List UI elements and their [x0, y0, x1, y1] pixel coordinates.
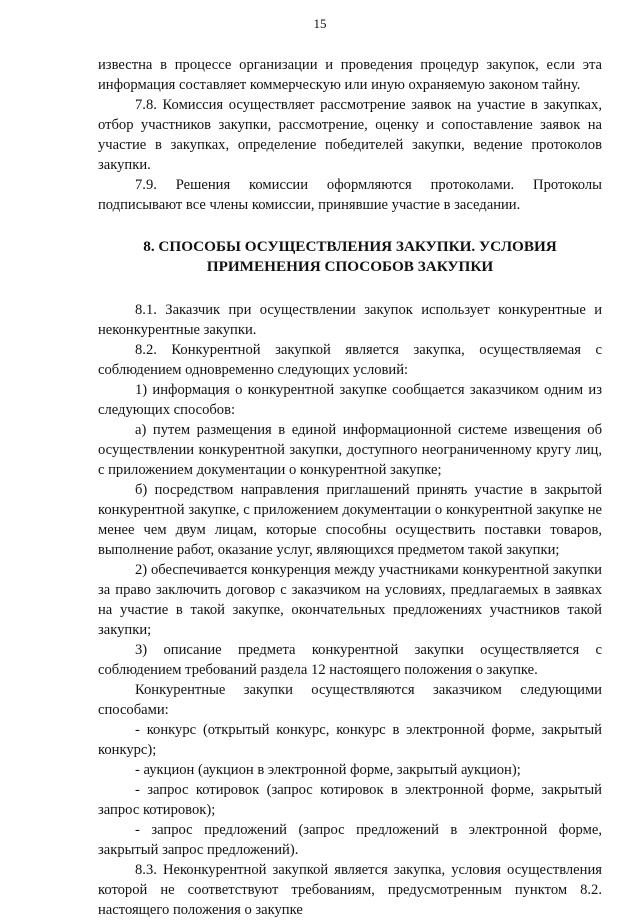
- paragraph-methods-intro: Конкурентные закупки осуществляются заказчиком следующими способами:: [98, 682, 602, 718]
- paragraph-8-3: 8.3. Неконкурентной закупкой является закупка, условия осуществления которой не соответствуют требованиям, предусмотренным пунктом 8.2. настоящего положения о закупке: [98, 862, 602, 918]
- list-item-auction: - аукцион (аукцион в электронной форме, закрытый аукцион);: [135, 762, 521, 778]
- paragraph-condition-1: 1) информация о конкурентной закупке сообщается заказчиком одним из следующих способов:: [98, 382, 602, 418]
- section-heading-line-1: 8. СПОСОБЫ ОСУЩЕСТВЛЕНИЯ ЗАКУПКИ. УСЛОВИЯ: [143, 238, 557, 255]
- paragraph-7-8: 7.8. Комиссия осуществляет рассмотрение заявок на участие в закупках, отбор участников закупки, рассмотрение, оценку и сопоставление заявок на участие в закупках, определение победителей закупки, ведение протоколов закупки.: [98, 97, 602, 173]
- document-body: [98, 55, 602, 920]
- section-heading-line-2: ПРИМЕНЕНИЯ СПОСОБОВ ЗАКУПКИ: [206, 258, 494, 275]
- paragraph-8-1: 8.1. Заказчик при осуществлении закупок использует конкурентные и неконкурентные закупки.: [98, 302, 602, 338]
- section-heading: [98, 237, 602, 277]
- paragraph-condition-2: 2) обеспечивается конкуренция между участниками конкурентной закупки за право заключить договор с заказчиком на условиях, предлагаемых в заявках на участие в такой закупке, окончательных предложениях участников такой закупки;: [98, 562, 602, 638]
- paragraph-condition-1a: а) путем размещения в единой информационной системе извещения об осуществлении конкурентной закупки, доступного неограниченному кругу лиц, с приложением документации о конкурентной закупке;: [98, 422, 602, 478]
- paragraph-condition-3: 3) описание предмета конкурентной закупки осуществляется с соблюдением требований раздела 12 настоящего положения о закупке.: [98, 642, 602, 678]
- list-item-quotation-request: - запрос котировок (запрос котировок в электронной форме, закрытый запрос котировок);: [98, 782, 602, 818]
- paragraph-7-9: 7.9. Решения комиссии оформляются протоколами. Протоколы подписывают все члены комиссии, принявшие участие в заседании.: [98, 177, 602, 213]
- list-item-proposal-request: - запрос предложений (запрос предложений в электронной форме, закрытый запрос предложений).: [98, 822, 602, 858]
- list-item-contest: - конкурс (открытый конкурс, конкурс в электронной форме, закрытый конкурс);: [98, 722, 602, 758]
- paragraph-condition-1b: б) посредством направления приглашений принять участие в закрытой конкурентной закупке, с приложением документации о конкурентной закупке не менее чем двум лицам, которые способны осуществить поставки товаров, выполнение работ, оказание услуг, являющихся предметом такой закупки;: [98, 482, 602, 558]
- paragraph-continuation: известна в процессе организации и проведения процедур закупок, если эта информация составляет коммерческую или иную охраняемую законом тайну.: [98, 57, 602, 93]
- page-number: 15: [313, 16, 327, 31]
- paragraph-8-2: 8.2. Конкурентной закупкой является закупка, осуществляемая с соблюдением одновременно следующих условий:: [98, 342, 602, 378]
